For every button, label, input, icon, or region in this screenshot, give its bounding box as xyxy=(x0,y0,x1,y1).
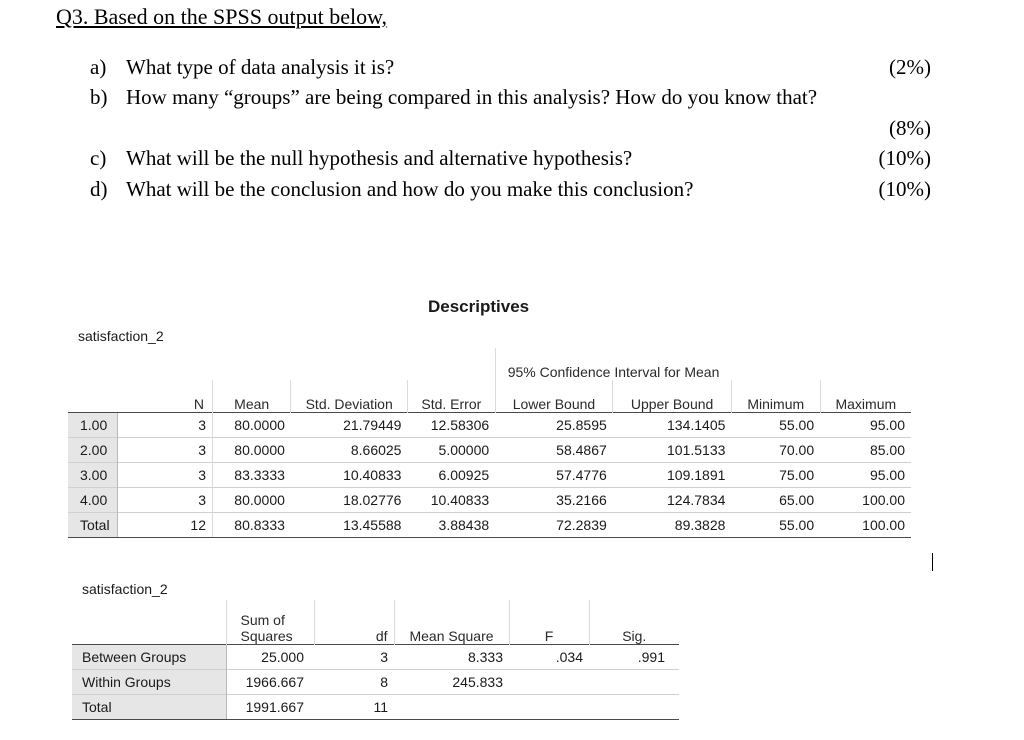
cell-upper: 101.5133 xyxy=(613,437,732,462)
cell-lower: 72.2839 xyxy=(495,512,613,537)
item-b-percent: (8%) xyxy=(889,116,931,140)
table-row xyxy=(72,644,679,669)
cell-n: 3 xyxy=(118,487,213,512)
col-sum-of-squares: Sum of Squares xyxy=(226,600,314,644)
col-minimum: Minimum xyxy=(731,380,820,412)
col-std-error: Std. Error xyxy=(407,380,495,412)
cell-se: 12.58306 xyxy=(407,412,495,437)
cell-ss: 25.000 xyxy=(226,644,314,669)
cell-max: 85.00 xyxy=(820,437,911,462)
cell-mean: 80.0000 xyxy=(212,487,290,512)
col-sig: Sig. xyxy=(589,600,679,644)
cell-df: 8 xyxy=(314,669,394,694)
item-label: d) xyxy=(90,177,108,201)
col-lower-bound: Lower Bound xyxy=(495,380,613,412)
col-upper-bound: Upper Bound xyxy=(613,380,732,412)
cell-min: 75.00 xyxy=(731,462,820,487)
cell-sd: 10.40833 xyxy=(291,462,408,487)
cell-df: 11 xyxy=(314,694,394,719)
cell-ms xyxy=(394,694,509,719)
cell-df: 3 xyxy=(314,644,394,669)
cell-max: 95.00 xyxy=(820,462,911,487)
item-text: What type of data analysis it is? xyxy=(126,55,395,79)
cell-lower: 25.8595 xyxy=(495,412,613,437)
cell-sd: 18.02776 xyxy=(291,487,408,512)
table-row-total xyxy=(68,512,911,537)
item-text: How many “groups” are being compared in this analysis? How do you know that? xyxy=(126,85,818,109)
group-label: 3.00 xyxy=(68,462,118,487)
cell-ss: 1966.667 xyxy=(226,669,314,694)
table-row-total xyxy=(72,694,679,719)
cell-f xyxy=(509,694,589,719)
cell-se: 3.88438 xyxy=(407,512,495,537)
col-mean-square: Mean Square xyxy=(394,600,509,644)
cell-ss: 1991.667 xyxy=(226,694,314,719)
text-cursor xyxy=(932,553,933,571)
cell-se: 6.00925 xyxy=(407,462,495,487)
source-label: Between Groups xyxy=(72,644,226,669)
cell-min: 70.00 xyxy=(731,437,820,462)
ci-header: 95% Confidence Interval for Mean xyxy=(495,348,731,380)
cell-f: .034 xyxy=(509,644,589,669)
group-label: 1.00 xyxy=(68,412,118,437)
descriptives-table xyxy=(68,348,911,538)
cell-sig xyxy=(589,669,679,694)
group-label: 2.00 xyxy=(68,437,118,462)
col-f: F xyxy=(509,600,589,644)
descriptives-title: Descriptives xyxy=(428,297,530,316)
cell-ms: 8.333 xyxy=(394,644,509,669)
col-df: df xyxy=(314,600,394,644)
item-label: b) xyxy=(90,85,108,109)
cell-n: 3 xyxy=(118,462,213,487)
cell-lower: 58.4867 xyxy=(495,437,613,462)
cell-max: 95.00 xyxy=(820,412,911,437)
group-label: Total xyxy=(68,512,118,537)
descriptives-variable-label: satisfaction_2 xyxy=(78,328,164,344)
cell-f xyxy=(509,669,589,694)
cell-sig xyxy=(589,694,679,719)
col-mean: Mean xyxy=(212,380,290,412)
cell-n: 3 xyxy=(118,437,213,462)
cell-upper: 109.1891 xyxy=(613,462,732,487)
cell-upper: 89.3828 xyxy=(613,512,732,537)
table-row xyxy=(68,487,911,512)
question-title: Q3. Based on the SPSS output below, xyxy=(56,4,388,29)
cell-mean: 83.3333 xyxy=(212,462,290,487)
cell-sd: 21.79449 xyxy=(291,412,408,437)
question-item-a xyxy=(90,55,394,80)
cell-max: 100.00 xyxy=(820,512,911,537)
item-c-percent: (10%) xyxy=(878,146,931,170)
anova-variable-label: satisfaction_2 xyxy=(82,581,168,597)
source-label: Total xyxy=(72,694,226,719)
cell-max: 100.00 xyxy=(820,487,911,512)
cell-mean: 80.8333 xyxy=(212,512,290,537)
source-label: Within Groups xyxy=(72,669,226,694)
cell-upper: 134.1405 xyxy=(613,412,732,437)
cell-se: 5.00000 xyxy=(407,437,495,462)
col-maximum: Maximum xyxy=(820,380,911,412)
cell-n: 12 xyxy=(118,512,213,537)
cell-min: 55.00 xyxy=(731,512,820,537)
col-std-deviation: Std. Deviation xyxy=(291,380,408,412)
question-item-d xyxy=(90,177,693,202)
cell-mean: 80.0000 xyxy=(212,437,290,462)
col-n: N xyxy=(193,395,204,412)
cell-n: 3 xyxy=(118,412,213,437)
cell-sig: .991 xyxy=(589,644,679,669)
item-label: a) xyxy=(90,55,107,79)
cell-min: 65.00 xyxy=(731,487,820,512)
item-d-percent: (10%) xyxy=(878,177,931,201)
item-a-percent: (2%) xyxy=(889,55,931,79)
group-label: 4.00 xyxy=(68,487,118,512)
cell-min: 55.00 xyxy=(731,412,820,437)
cell-upper: 124.7834 xyxy=(613,487,732,512)
cell-lower: 35.2166 xyxy=(495,487,613,512)
question-item-c xyxy=(90,146,632,171)
table-row xyxy=(72,669,679,694)
item-text: What will be the conclusion and how do you make this conclusion? xyxy=(126,177,694,201)
table-row xyxy=(68,412,911,437)
table-row xyxy=(68,462,911,487)
cell-sd: 8.66025 xyxy=(291,437,408,462)
question-item-b xyxy=(90,85,817,110)
anova-table xyxy=(72,600,679,720)
cell-sd: 13.45588 xyxy=(291,512,408,537)
cell-lower: 57.4776 xyxy=(495,462,613,487)
table-row xyxy=(68,437,911,462)
cell-se: 10.40833 xyxy=(407,487,495,512)
item-label: c) xyxy=(90,146,107,170)
cell-mean: 80.0000 xyxy=(212,412,290,437)
item-text: What will be the null hypothesis and alternative hypothesis? xyxy=(126,146,633,170)
cell-ms: 245.833 xyxy=(394,669,509,694)
